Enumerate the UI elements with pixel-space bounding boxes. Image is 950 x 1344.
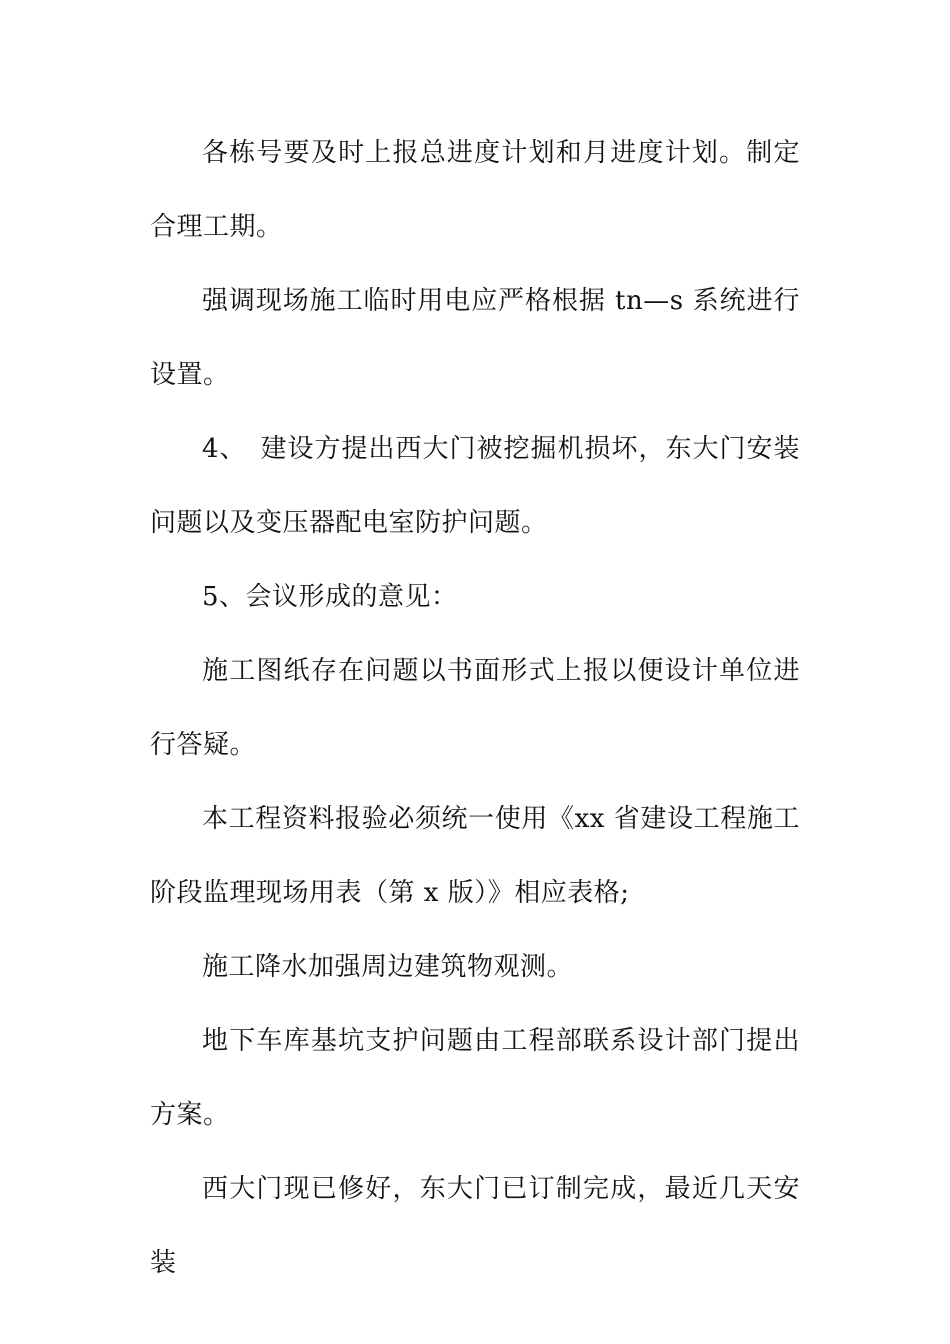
paragraph-item-5: 5、会议形成的意见： xyxy=(202,582,458,612)
paragraph-temporary-power: 强调现场施工临时用电应严格根据 tn—s 系统进行设置。 xyxy=(150,286,800,390)
paragraph-drawing-issues: 施工图纸存在问题以书面形式上报以便设计单位进行答疑。 xyxy=(150,656,800,760)
paragraph-forms: 本工程资料报验必须统一使用《xx 省建设工程施工阶段监理现场用表（第 x 版）》相应表格; xyxy=(150,804,800,908)
paragraph-foundation-pit: 地下车库基坑支护问题由工程部联系设计部门提出方案。 xyxy=(150,1026,800,1130)
paragraph-item-4: 4、 建设方提出西大门被挖掘机损坏，东大门安装问题以及变压器配电室防护问题。 xyxy=(150,434,800,538)
paragraph-dewatering: 施工降水加强周边建筑物观测。 xyxy=(202,952,574,982)
paragraph-gates: 西大门现已修好，东大门已订制完成，最近几天安装 xyxy=(150,1174,800,1278)
document-body xyxy=(150,116,800,1300)
paragraph-schedule-plan: 各栋号要及时上报总进度计划和月进度计划。制定合理工期。 xyxy=(150,138,800,242)
